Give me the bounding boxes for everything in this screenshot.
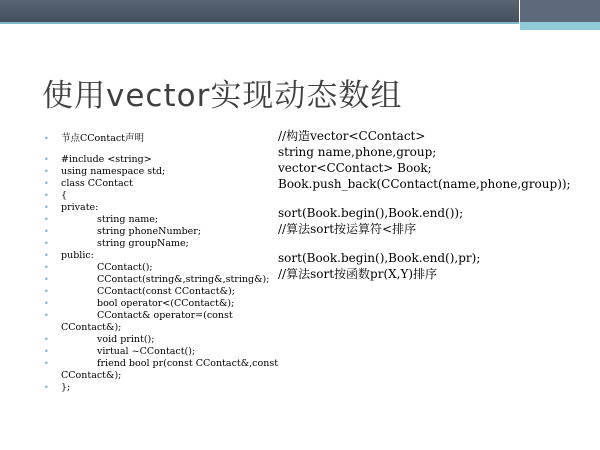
list-item-text: private: xyxy=(61,202,99,213)
list-item-text: public: xyxy=(61,250,94,261)
code-line: vector<CContact> Book; xyxy=(278,161,432,175)
code-comment: //算法sort按运算符<排序 xyxy=(278,222,417,236)
top-separator-strip xyxy=(0,24,600,26)
list-item-text: { xyxy=(61,190,68,201)
code-line: sort(Book.begin(),Book.end()); xyxy=(278,206,464,220)
code-line: Book.push_back(CContact(name,phone,group)); xyxy=(278,177,571,191)
list-item xyxy=(44,334,284,346)
slide-title: 使用vector实现动态数组 xyxy=(42,78,403,114)
list-item-text: virtual ~CContact(); xyxy=(97,346,196,357)
list-item xyxy=(44,286,284,298)
list-item xyxy=(44,133,284,145)
list-item xyxy=(44,310,284,334)
code-line: string name,phone,group; xyxy=(278,145,437,159)
list-item xyxy=(44,178,284,190)
list-item-text: using namespace std; xyxy=(61,166,166,177)
list-item xyxy=(44,190,284,202)
top-decorative-band xyxy=(0,0,600,22)
list-item xyxy=(44,226,284,238)
list-item-text: #include <string> xyxy=(61,154,152,165)
corner-block xyxy=(520,0,600,22)
list-item xyxy=(44,274,284,286)
code-line: sort(Book.begin(),Book.end(),pr); xyxy=(278,251,481,265)
list-item xyxy=(44,166,284,178)
list-item-text: CContact(const CContact&); xyxy=(97,286,235,297)
list-item-text: 节点CContact声明 xyxy=(61,133,144,144)
code-spacer xyxy=(278,237,594,250)
class-declaration-list xyxy=(44,133,284,394)
corner-accent xyxy=(520,22,600,30)
list-item xyxy=(44,202,284,214)
list-item xyxy=(44,382,284,394)
list-item-text: CContact& operator=(const CContact&); xyxy=(61,310,236,333)
list-item xyxy=(44,154,284,166)
list-item xyxy=(44,358,284,382)
list-item-text: class CContact xyxy=(61,178,133,189)
list-item-text: bool operator<(CContact&); xyxy=(97,298,235,309)
list-item xyxy=(44,214,284,226)
list-item-text: CContact(); xyxy=(97,262,153,273)
corner-divider xyxy=(519,0,520,30)
code-comment: //算法sort按函数pr(X,Y)排序 xyxy=(278,267,438,281)
list-item xyxy=(44,262,284,274)
list-item xyxy=(44,298,284,310)
code-spacer xyxy=(278,192,594,205)
list-item-text: }; xyxy=(61,382,71,393)
list-item xyxy=(44,346,284,358)
list-item-text: CContact(string&,string&,string&); xyxy=(97,274,270,285)
usage-code-block xyxy=(278,128,594,282)
list-item-text: string name; xyxy=(97,214,159,225)
list-item-text: friend bool pr(const CContact&,const CContact&); xyxy=(61,358,282,381)
list-item-text: string phoneNumber; xyxy=(97,226,202,237)
list-item xyxy=(44,250,284,262)
list-item-text: void print(); xyxy=(97,334,155,345)
list-item xyxy=(44,238,284,250)
list-item-text: string groupName; xyxy=(97,238,189,249)
code-comment: //构造vector<CContact> xyxy=(278,129,426,143)
